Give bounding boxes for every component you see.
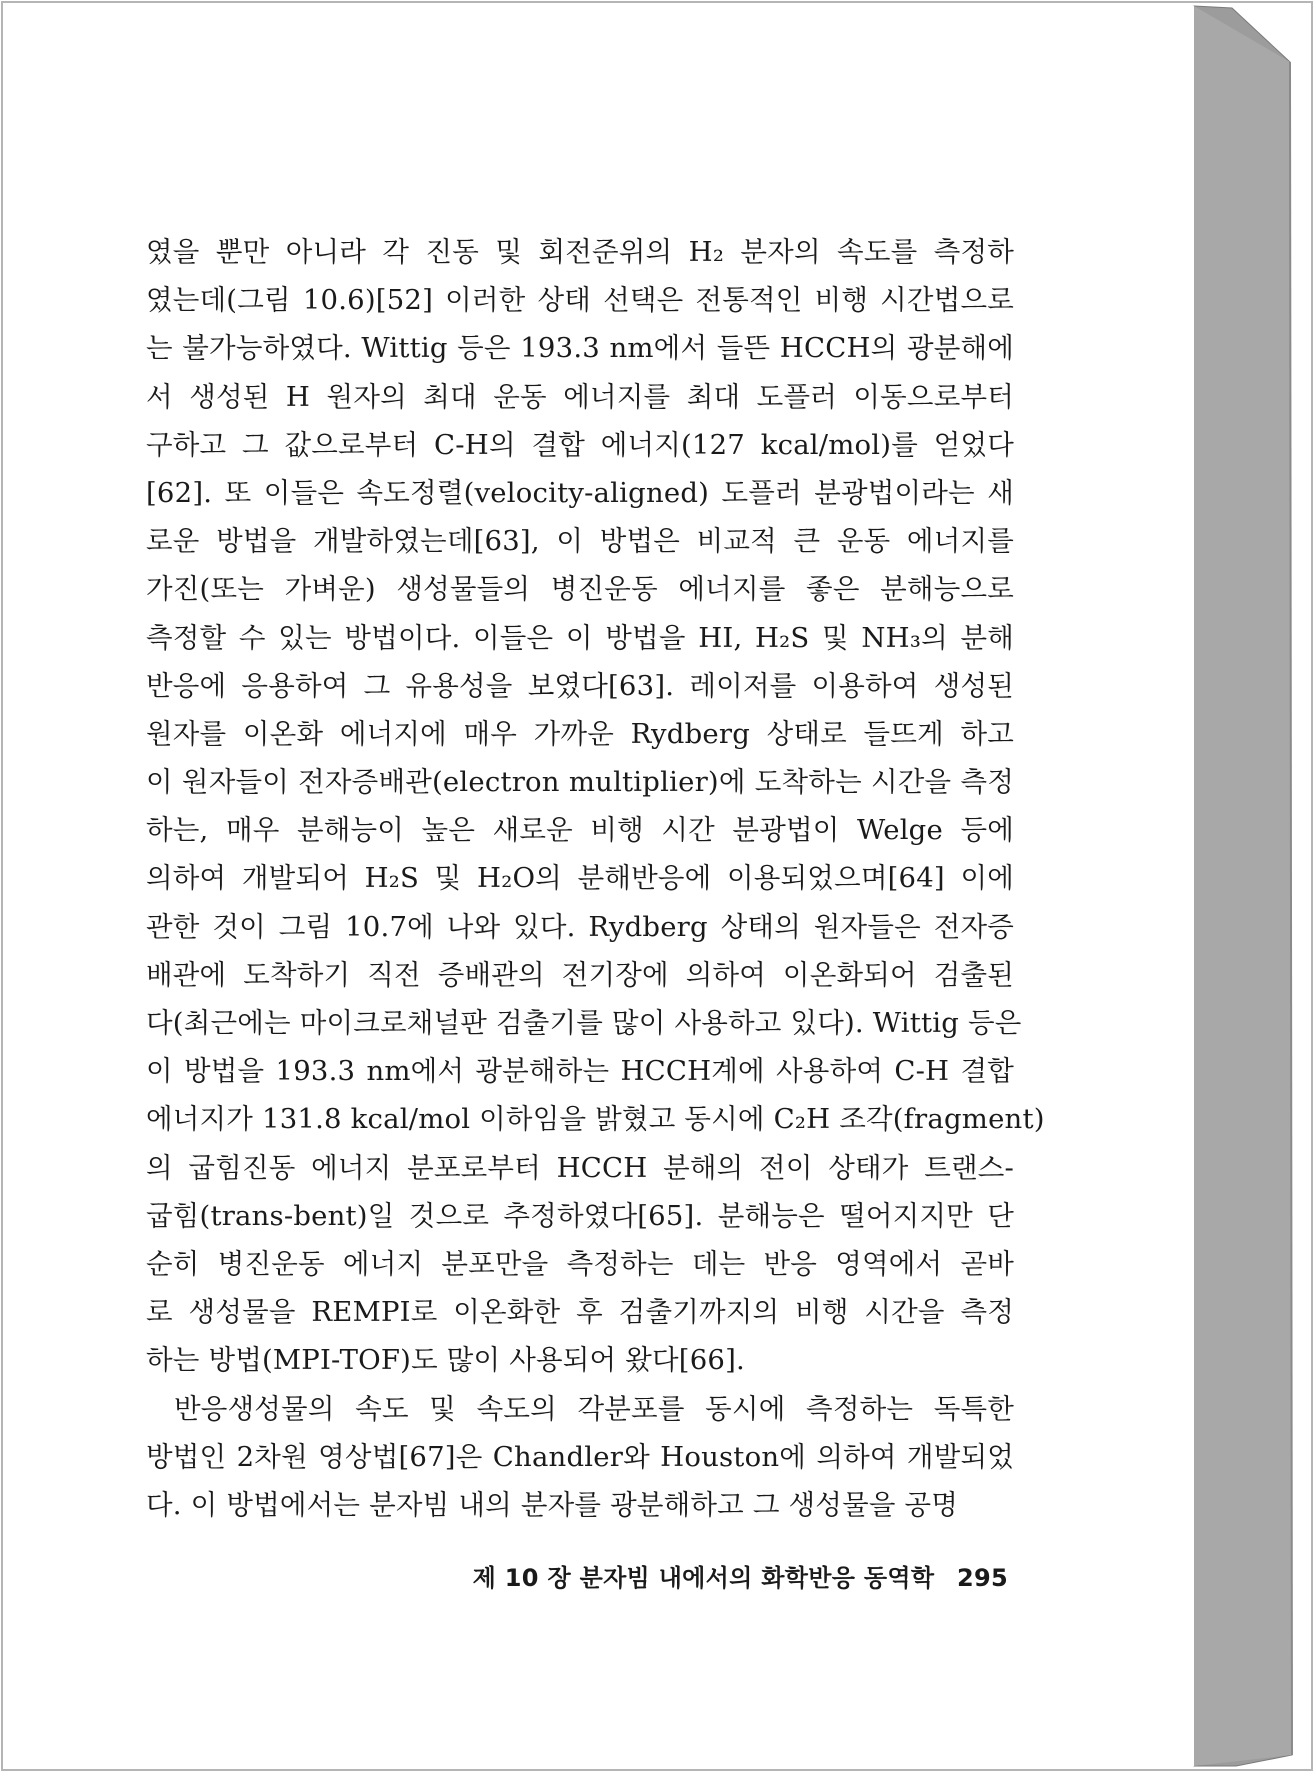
text-line: 이 원자들이 전자증배관(electron multiplier)에 도착하는 시간을 측정 xyxy=(146,766,1014,799)
text-line: 였을 뿐만 아니라 각 진동 및 회전준위의 H₂ 분자의 속도를 측정하 xyxy=(146,236,1014,268)
text-line: 이 방법을 193.3 nm에서 광분해하는 HCCH계에 사용하여 C-H 결합 xyxy=(146,1055,1014,1088)
text-line: 는 불가능하였다. Wittig 등은 193.3 nm에서 들뜬 HCCH의 광분해에 xyxy=(146,332,1014,365)
paragraph xyxy=(146,1385,1014,1530)
text-line: 반응에 응용하여 그 유용성을 보였다[63]. 레이저를 이용하여 생성된 xyxy=(146,669,1014,702)
text-line: 로운 방법을 개발하였는데[63], 이 방법은 비교적 큰 운동 에너지를 xyxy=(146,525,1014,558)
text-line: 구하고 그 값으로부터 C-H의 결합 에너지(127 kcal/mol)를 얻었다 xyxy=(146,428,1014,461)
text-line: 다(최근에는 마이크로채널판 검출기를 많이 사용하고 있다). Wittig 등은 xyxy=(146,1007,1022,1039)
running-footer xyxy=(460,1558,1008,1593)
text-line: 배관에 도착하기 직전 증배관의 전기장에 의하여 이온화되어 검출된 xyxy=(146,958,1014,991)
text-line: 다. 이 방법에서는 분자빔 내의 분자를 광분해하고 그 생성물을 공명 xyxy=(146,1488,959,1521)
text-line: 였는데(그림 10.6)[52] 이러한 상태 선택은 전통적인 비행 시간법으로 xyxy=(146,284,1014,317)
text-line: 로 생성물을 REMPI로 이온화한 후 검출기까지의 비행 시간을 측정 xyxy=(146,1296,1014,1329)
text-line: 순히 병진운동 에너지 분포만을 측정하는 데는 반응 영역에서 곧바 xyxy=(146,1247,1014,1280)
text-line: 관한 것이 그림 10.7에 나와 있다. Rydberg 상태의 원자들은 전자증 xyxy=(146,910,1014,943)
paragraph xyxy=(146,228,1045,1385)
text-line: 서 생성된 H 원자의 최대 운동 에너지를 최대 도플러 이동으로부터 xyxy=(146,380,1014,413)
text-line: 측정할 수 있는 방법이다. 이들은 이 방법을 HI, H₂S 및 NH₃의 분해 xyxy=(146,621,1014,654)
body-text xyxy=(146,228,1045,1529)
chapter-label: 제 10 장 xyxy=(472,1564,571,1592)
chapter-title: 분자빔 내에서의 화학반응 동역학 xyxy=(579,1564,935,1592)
text-line: 의 굽힘진동 에너지 분포로부터 HCCH 분해의 전이 상태가 트랜스- xyxy=(146,1151,1014,1184)
text-line: 원자를 이온화 에너지에 매우 가까운 Rydberg 상태로 들뜨게 하고 xyxy=(146,717,1014,750)
text-line: 하는, 매우 분해능이 높은 새로운 비행 시간 분광법이 Welge 등에 xyxy=(146,814,1014,847)
page-number: 295 xyxy=(957,1564,1008,1592)
text-line: 가진(또는 가벼운) 생성물들의 병진운동 에너지를 좋은 분해능으로 xyxy=(146,573,1014,606)
text-line: 에너지가 131.8 kcal/mol 이하임을 밝혔고 동시에 C₂H 조각(fragment) xyxy=(146,1103,1045,1136)
text-line: 의하여 개발되어 H₂S 및 H₂O의 분해반응에 이용되었으며[64] 이에 xyxy=(146,862,1014,895)
book-page xyxy=(6,6,1194,1766)
text-line: [62]. 또 이들은 속도정렬(velocity-aligned) 도플러 분광법이라는 새 xyxy=(146,476,1014,509)
text-line: 방법인 2차원 영상법[67]은 Chandler와 Houston에 의하여 개발되었 xyxy=(146,1440,1014,1473)
text-line: 굽힘(trans-bent)일 것으로 추정하였다[65]. 분해능은 떨어지지만 단 xyxy=(146,1199,1014,1232)
text-line: 하는 방법(MPI-TOF)도 많이 사용되어 왔다[66]. xyxy=(146,1344,745,1377)
text-line: 반응생성물의 속도 및 속도의 각분포를 동시에 측정하는 독특한 xyxy=(174,1392,1014,1425)
